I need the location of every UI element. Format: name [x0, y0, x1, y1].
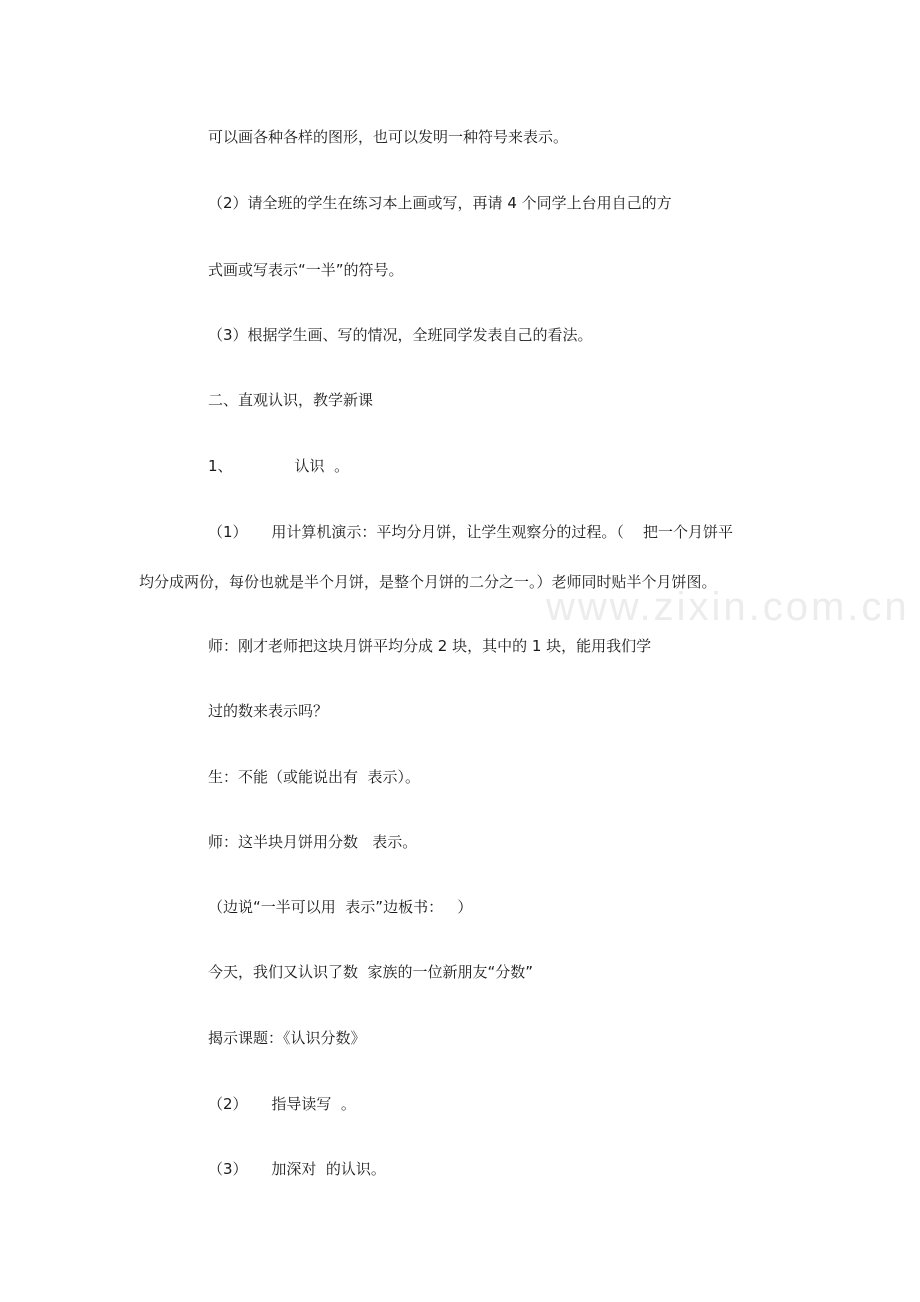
text-line: 可以画各种各样的图形，也可以发明一种符号来表示。 — [208, 128, 569, 146]
text-line: 均分成两份，每份也就是半个月饼，是整个月饼的二分之一。）老师同时贴半个月饼图。 — [139, 573, 717, 591]
text-line: （边说“一半可以用 表示”边板书： ） — [208, 898, 473, 916]
text-line: 今天，我们又认识了数 家族的一位新朋友“分数” — [208, 963, 534, 981]
text-line: （1） 用计算机演示：平均分月饼，让学生观察分的过程。（ 把一个月饼平 — [208, 523, 733, 541]
text-line: （3）根据学生画、写的情况，全班同学发表自己的看法。 — [208, 326, 593, 344]
text-line: （2） 指导读写 。 — [208, 1095, 356, 1113]
text-line: 过的数来表示吗？ — [208, 702, 329, 720]
section-heading: 二、直观认识，教学新课 — [208, 391, 374, 409]
text-line: （3） 加深对 的认识。 — [208, 1160, 386, 1178]
text-line: 1、 认识 。 — [208, 457, 350, 475]
text-line: 师：这半块月饼用分数 表示。 — [208, 833, 418, 851]
text-line: （2）请全班的学生在练习本上画或写，再请 4 个同学上台用自己的方 — [208, 194, 672, 212]
text-line: 师：刚才老师把这块月饼平均分成 2 块，其中的 1 块，能用我们学 — [208, 637, 652, 655]
text-line: 式画或写表示“一半”的符号。 — [208, 261, 404, 279]
text-line: 揭示课题：《认识分数》 — [208, 1029, 366, 1047]
text-line: 生：不能（或能说出有 表示）。 — [208, 768, 421, 786]
watermark: www.zixin.com.cn — [546, 585, 910, 629]
